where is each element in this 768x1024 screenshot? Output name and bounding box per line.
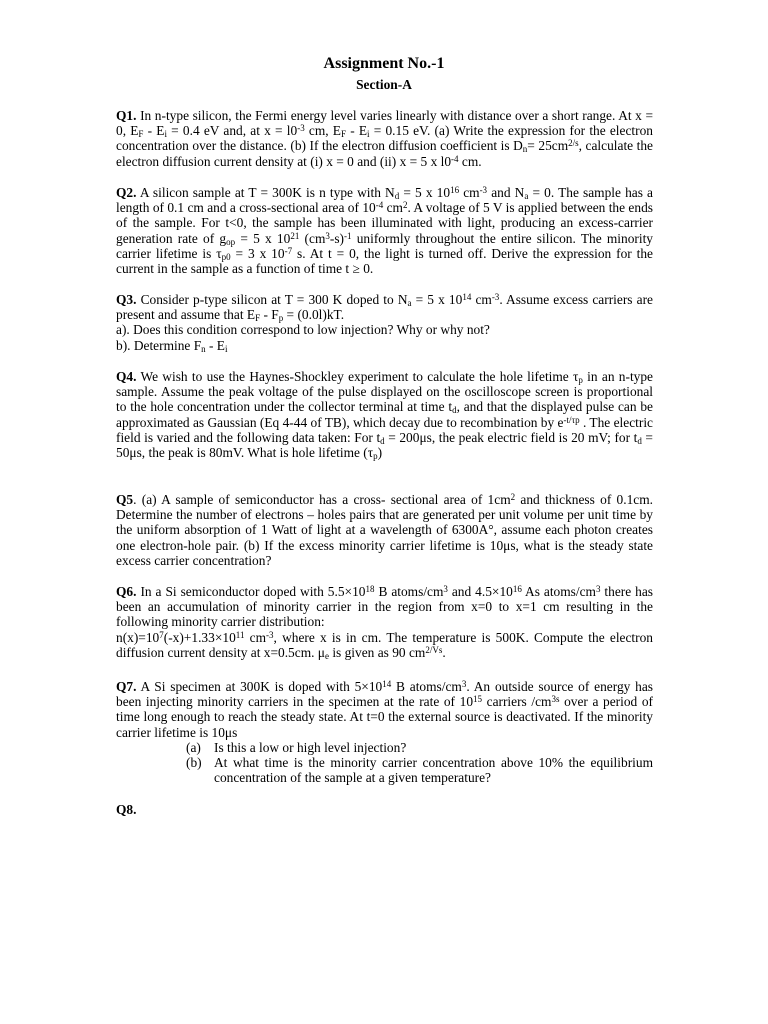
question-8-label: Q8. [116, 802, 137, 817]
question-7-item-b-text: At what time is the minority carrier concentration above 10% the equilibrium concentration of the sample at a given temperature? [214, 755, 653, 786]
question-3-label: Q3. [116, 292, 137, 307]
question-8 [116, 802, 653, 817]
question-1 [116, 108, 653, 169]
section-heading: Section-A [356, 77, 412, 92]
question-6-body [116, 584, 653, 630]
question-6-label: Q6. [116, 584, 137, 599]
question-5-label: Q5 [116, 492, 134, 507]
question-4-text: We wish to use the Haynes-Shockley experiment to calculate the hole lifetime $\tau_p$ in an n-type sample. Assume the peak voltage of the pulse displayed on the oscilloscope screen is proportional to the hole concentration under the collector terminal at time $t_d$, and that the displayed pulse can be approximated as Gaussian (Eq 4-44 of TB), which decay due to recombination by $e^{-t/\tau p}$ . The electric field is varied and the following data taken: For $t_d = 200\mu s$, the peak electric field is 20 mV; for $t_d = 50\mu s$, the peak is 80mV. What is hole lifetime $(\tau_p)$ [116, 369, 654, 462]
question-4-body [116, 369, 653, 460]
question-2-text: A silicon sample at T = 300K is n type with $N_d = 5$ x $10^{16}$ $cm^{-3}$ and $N_a = 0$. The sample has a length of 0.1 cm and a cross-sectional area of $10^{-4}$ $cm^2$. A voltage of 5 V is applied between the ends of the sample. For t<0, the sample has been illuminated with light, producing an excess-carrier generation rate of $g_{op} = 5$ x $10^{21}$ $(cm^3-s)^{-1}$ uniformly throughout the entire silicon. The minority carrier lifetime is $\tau_{p0} = 3$ x $10^{-7}$ s. At t = 0, the light is turned off. Derive the expression for the current in the sample as a function of time t ≥ 0. [116, 185, 654, 277]
question-7-items [186, 740, 653, 786]
question-4-label: Q4. [116, 369, 137, 384]
question-3 [116, 292, 653, 353]
question-2-label: Q2. [116, 185, 137, 200]
question-6-text: In a Si semiconductor doped with $5.5\times 10^{18}$ B atoms/$cm^3$ and $4.5\times 10^{16}$ As atoms/$cm^3$ there has been an accumulation of minority carrier in the region from x=0 to x=1 cm resulting in the following minority carrier distribution: [116, 584, 653, 630]
question-7-item-a-text: Is this a low or high level injection? [214, 740, 407, 755]
question-4 [116, 369, 653, 460]
question-7-item-a-label: (a) [186, 740, 201, 755]
question-5-text: . (a) A sample of semiconductor has a cross- sectional area of $1cm^2$ and thickness of 0.1cm. Determine the number of electrons – holes pairs that are generated per unit volume per unit time by the uniform absorption of 1 Watt of light at a wavelength of 6300A°, assume each photon creates one electron-hole pair. (b) If the excess minority carrier lifetime is 10μs, what is the steady state excess carrier concentration? [116, 492, 653, 568]
question-7-text: A Si specimen at 300K is doped with $5\times 10^{14}$ B atoms/$cm^3$. An outside source of energy has been injecting minority carriers in the specimen at the rate of $10^{15}$ carriers $/cm^{3s}$ over a period of time long enough to reach the steady state. At t=0 the external source is deactivated. If the minority carrier lifetime is 10μs [116, 679, 654, 740]
assignment-title: Assignment No.-1 [323, 55, 445, 72]
question-3-part-b: b). Determine $F_n - E_i$ [116, 337, 228, 354]
question-6 [116, 584, 653, 660]
question-6-formula: $n(x)=10^7(-x)+1.33\times 10^{11}$ $cm^{-3}$, where x is in cm. The temperature is 500K. Compute the electron diffusion current density at x=0.5cm. $\mu_e$ is given as 90 $cm^{2/Vs}$. [116, 629, 653, 661]
question-3-part-a: a). Does this condition correspond to low injection? Why or why not? [116, 322, 490, 338]
question-1-label: Q1. [116, 108, 137, 123]
question-2-body [116, 185, 653, 276]
question-7-body [116, 679, 653, 740]
question-7-item-b-label: (b) [186, 755, 202, 771]
question-7-item-a [186, 740, 653, 755]
question-1-text: In n-type silicon, the Fermi energy level varies linearly with distance over a short range. At x = 0, $E_F - E_i = 0.4$ eV and, at $x = l0^{-3}$ cm, $E_F - E_i = 0.15$ eV. (a) Write the expression for the electron concentration over the distance. (b) If the electron diffusion coefficient is $D_n= 25cm^{2/s}$, calculate the electron diffusion current density at (i) x = 0 and (ii) x = 5 x $l0^{-4}$ cm. [116, 108, 653, 169]
question-1-body [116, 108, 653, 169]
question-8-body [116, 802, 653, 817]
question-7-item-b [186, 755, 653, 785]
question-7-label: Q7. [116, 679, 137, 694]
question-5-body [116, 492, 653, 568]
question-3-text: Consider p-type silicon at T = 300 K doped to $N_a = 5$ x $10^{14}$ $cm^{-3}$. Assume excess carriers are present and assume that $E_F - F_p = (0.0l)kT$. [116, 292, 653, 324]
question-2 [116, 185, 653, 276]
question-7 [116, 679, 653, 740]
question-3-body [116, 292, 653, 322]
question-5 [116, 492, 653, 568]
